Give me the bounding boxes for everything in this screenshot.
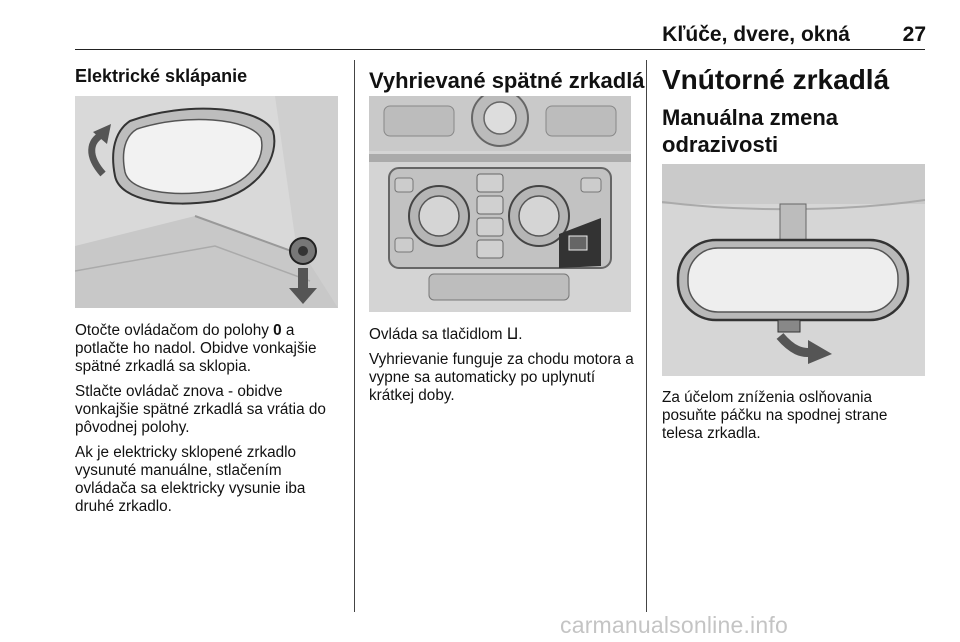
column-divider-1 [354,60,355,612]
col3-paragraph-1: Za účelom zníženia oslňovania posuňte páčku na spodnej strane telesa zrkadla. [662,389,888,442]
page-number: 27 [902,23,926,46]
figure-side-mirror [75,96,338,308]
col1-paragraph-3: Ak je elektricky sklopené zrkadlo vysunuté manuálne, stlačením ovládača sa elektricky vysunie iba druhé zrkadlo. [75,444,306,515]
section-heading-interior-mirrors: Vnútorné zrkadlá [662,64,890,95]
col1-p1-text-end: a potlačte ho nadol. Obidve vonkajšie spätné zrkadlá sa sklopia. [75,322,317,375]
col2-paragraph-2: Vyhrievanie funguje za chodu motora a vypne sa automaticky po uplynutí krátkej doby. [369,351,634,404]
section-heading-heated-mirrors: Vyhrievané spätné zrkadlá [369,68,645,93]
side-mirror-illustration [75,96,338,308]
position-zero-label: 0 [273,322,282,339]
col2-paragraph-1 [369,326,639,344]
section-heading-electric-folding: Elektrické sklápanie [75,66,248,86]
col2-text [369,326,639,412]
col1-paragraph-1 [75,322,347,376]
figure-interior-mirror [662,164,925,376]
figure-climate-panel [369,96,631,312]
col2-p1-text-end: . [518,326,523,343]
col1-paragraph-2: Stlačte ovládač znova - obidve vonkajšie spätné zrkadlá sa vrátia do pôvodnej polohy. [75,383,326,436]
col2-p1-text: Ovláda sa tlačidlom [369,326,507,343]
subheading-manual-dimming: Manuálna zmena odrazivosti [662,105,839,157]
interior-mirror-illustration [662,164,925,376]
header-rule [75,49,925,50]
col1-p1-text: Otočte ovládačom do polohy [75,322,274,339]
climate-control-panel-illustration [369,96,631,312]
heated-mirror-icon: ⵡ [506,326,519,343]
col3-text [662,389,924,450]
column-divider-2 [646,60,647,612]
page-header-title: Kľúče, dvere, okná [662,23,850,46]
watermark-text: carmanualsonline.info [560,612,788,638]
col1-text [75,322,347,523]
